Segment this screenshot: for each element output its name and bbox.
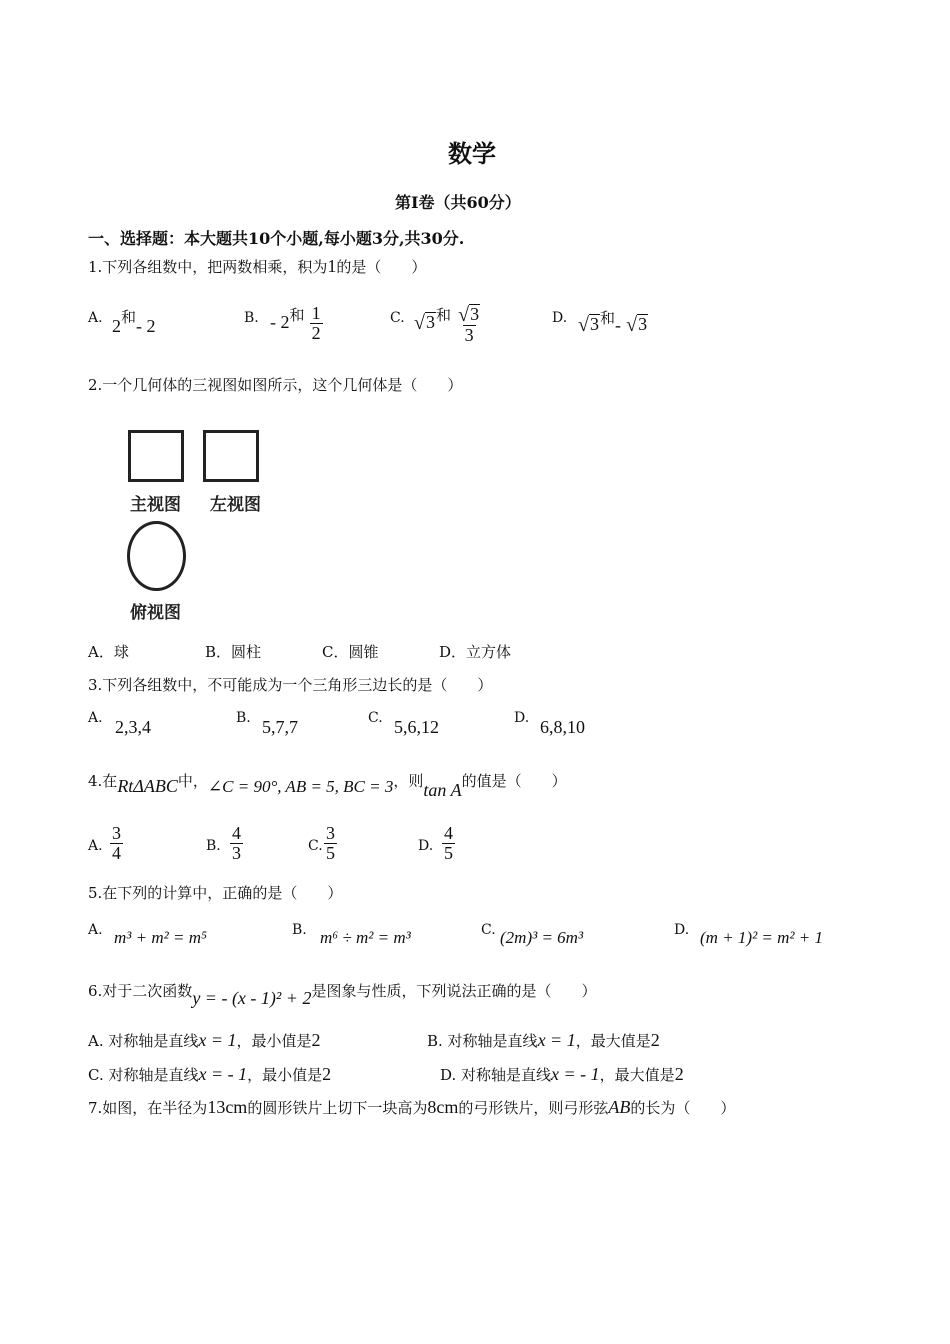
question-2-stem: 2.一个几何体的三视图如图所示，这个几何体是（ ）: [88, 376, 463, 394]
q4-label-d: D.: [418, 838, 434, 854]
section-heading: 一、选择题：本大题共10个小题,每小题3分,共30分.: [88, 229, 465, 248]
q4-label-a: A.: [88, 838, 103, 854]
q3-label-d: D.: [514, 710, 530, 726]
page-title: 数学: [448, 139, 496, 168]
q5-label-c: C.: [481, 922, 496, 938]
top-view-label: 俯视图: [130, 603, 181, 623]
q3-option-d: 6,8,10: [540, 717, 585, 737]
question-3-stem: 3.下列各组数中，不可能成为一个三角形三边长的是（ ）: [88, 676, 493, 694]
q5-option-c: (2m)³ = 6m³: [500, 928, 584, 947]
q4-option-a: $\frac{3}{4}$: [112, 823, 121, 863]
q5-label-b: B.: [292, 922, 307, 938]
q2-option-c: C．圆锥: [322, 643, 379, 661]
q6-option-b: B. 对称轴是直线x = 1，最大值是2: [427, 1030, 660, 1050]
question-1-stem: 1.下列各组数中，把两数相乘，积为1的是（ ）: [88, 256, 427, 276]
question-6-stem: 6.对于二次函数y = - (x - 1)² + 2是图象与性质，下列说法正确的是（ ）: [88, 982, 597, 1008]
front-view-square: [128, 430, 184, 482]
question-5-stem: 5.在下列的计算中，正确的是（ ）: [88, 884, 343, 902]
q4-label-b: B.: [206, 838, 221, 854]
q1-label-d: D.: [552, 310, 568, 326]
q1-label-a: A.: [88, 310, 103, 326]
q2-option-b: B．圆柱: [205, 643, 262, 661]
q3-option-a: 2,3,4: [115, 717, 151, 737]
q5-option-a: m³ + m² = m⁵: [114, 928, 207, 947]
q4-option-c: $\frac{3}{5}$: [326, 823, 335, 863]
q4-label-c: C.: [308, 838, 323, 854]
top-view-circle: [127, 521, 186, 591]
q3-option-c: 5,6,12: [394, 717, 439, 737]
q4-option-b: $\frac{4}{3}$: [232, 823, 241, 863]
q4-option-d: $\frac{4}{5}$: [444, 823, 453, 863]
q3-label-a: A.: [88, 710, 103, 726]
q1-option-a: 2和- 2: [112, 308, 156, 336]
q2-option-d: D．立方体: [439, 643, 512, 661]
q3-option-b: 5,7,7: [262, 717, 298, 737]
q1-option-b: - 2和 $\frac{1}{2}$: [270, 303, 321, 343]
q1-option-c: √ 3 和 √ 3 3: [414, 303, 480, 345]
question-7-stem: 7.如图，在半径为13cm的圆形铁片上切下一块高为8cm的弓形铁片，则弓形弦AB的长为（ ）: [88, 1097, 736, 1117]
q6-option-d: D. 对称轴是直线x = - 1，最大值是2: [440, 1064, 684, 1084]
q5-label-d: D.: [674, 922, 690, 938]
front-view-label: 主视图: [130, 495, 181, 515]
q1-label-b: B.: [244, 310, 259, 326]
q6-option-c: C. 对称轴是直线x = - 1，最小值是2: [88, 1064, 332, 1084]
left-view-label: 左视图: [210, 495, 261, 515]
paper-subtitle: 第Ⅰ卷（共60分）: [395, 193, 521, 212]
q3-label-c: C.: [368, 710, 383, 726]
q2-option-a: A．球: [88, 643, 129, 661]
left-view-square: [203, 430, 259, 482]
q1-option-d: √ 3 和- √ 3: [578, 308, 648, 336]
q5-option-d: (m + 1)² = m² + 1: [700, 928, 823, 947]
q5-label-a: A.: [88, 922, 103, 938]
question-4-stem: 4.在RtΔABC中，∠C = 90°, AB = 5, BC = 3，则tan A的值是（ ）: [88, 772, 567, 800]
q3-label-b: B.: [236, 710, 251, 726]
q5-option-b: m⁶ ÷ m² = m³: [320, 928, 411, 947]
q6-option-a: A. 对称轴是直线x = 1，最小值是2: [88, 1030, 321, 1050]
q1-label-c: C.: [390, 310, 405, 326]
